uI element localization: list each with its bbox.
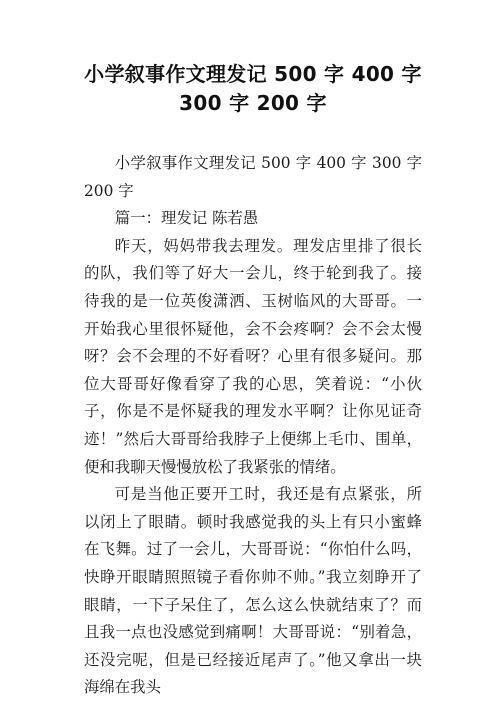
paragraph-subtitle: 小学叙事作文理发记 500 字 400 字 300 字 200 字 xyxy=(84,154,422,200)
title-line-1: 小学叙事作文理发记 500 字 400 字 xyxy=(84,62,422,86)
paragraph-body-1: 昨天，妈妈带我去理发。理发店里排了很长的队，我们等了好大一会儿，终于轮到我了。接待我的是一位英俊潇洒、玉树临风的大哥哥。一开始我心里很怀疑他，会不会疼啊？会不会太慢呀？会不会理的不好看呀？心里有很多疑问。那位大哥哥好像看穿了我的心思，笑着说：“小伙子，你是不是怀疑我的理发水平啊？让你见证奇迹！”然后大哥哥给我脖子上便绑上毛巾、围单，便和我聊天慢慢放松了我紧张的情绪。 xyxy=(84,236,422,476)
paragraph-body-2: 可是当他正要开工时，我还是有点紧张，所以闭上了眼睛。顿时我感觉我的头上有只小蜜蜂在飞舞。过了一会儿，大哥哥说：“你怕什么吗，快睁开眼睛照照镜子看你帅不帅。”我立刻睁开了眼睛，一下子呆住了，怎么这么快就结束了？而且我一点也没感觉到痛啊！大哥哥说：“别着急，还没完呢，但是已经接近尾声了。”他又拿出一块海绵在我头 xyxy=(84,485,422,697)
title-line-2: 300 字 200 字 xyxy=(179,91,327,115)
document-title xyxy=(84,60,422,118)
paragraph-section-heading: 篇一：理发记 陈若愚 xyxy=(114,209,259,228)
document-body xyxy=(84,150,422,702)
